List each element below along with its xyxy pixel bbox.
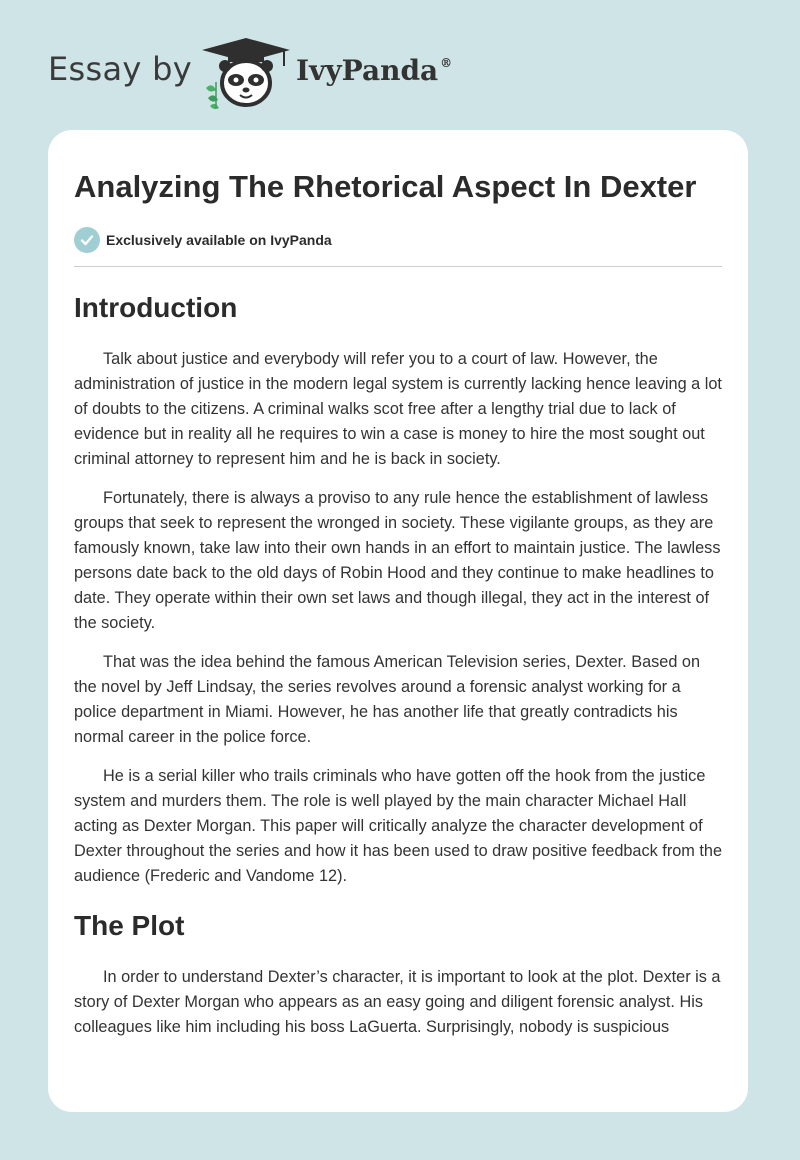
exclusive-label: Exclusively available on IvyPanda: [106, 232, 332, 248]
exclusive-badge: [74, 227, 722, 253]
essay-title: Analyzing The Rhetorical Aspect In Dexter: [74, 169, 697, 204]
section-heading-introduction: Introduction: [74, 292, 238, 323]
essay-by-label: Essay by: [48, 50, 192, 88]
brand-name[interactable]: IvyPanda ®: [296, 54, 453, 87]
registered-mark: ®: [440, 56, 453, 70]
title-divider: [74, 266, 722, 267]
essay-card: [48, 130, 748, 1112]
paragraph: That was the idea behind the famous American Television series, Dexter. Based on the novel by Jeff Lindsay, the series revolves around a forensic analyst working for a police department in Miami. However, he has another life that greatly contradicts his normal career in the police force.: [74, 653, 701, 746]
paragraph: Fortunately, there is always a proviso to any rule hence the establishment of lawless groups that seek to represent the wronged in society. These vigilante groups, as they are famously known, take law into their own hands in an effort to maintain justice. The lawless persons date back to the old days of Robin Hood and they continue to make headlines to date. They operate within their own set laws and though illegal, they act in the interest of the society.: [74, 489, 721, 632]
paragraph: In order to understand Dexter’s character, it is important to look at the plot. Dexter is a story of Dexter Morgan who appears as an easy going and diligent forensic analyst. His colleagues like him including his boss LaGuerta. Surprisingly, nobody is suspicious: [74, 968, 721, 1036]
paragraph: Talk about justice and everybody will refer you to a court of law. However, the administration of justice in the modern legal system is currently lacking hence leaving a lot of doubts to the citizens. A criminal walks scot free after a lengthy trial due to lack of evidence but in reality all he requires to win a case is money to hire the most sought out criminal attorney to represent him and he is back in society.: [74, 350, 722, 468]
site-header: [0, 0, 800, 130]
section-body-plot: [74, 965, 722, 1040]
panda-graduate-logo[interactable]: [198, 36, 294, 110]
section-heading-plot: The Plot: [74, 910, 185, 941]
check-icon: [74, 227, 100, 253]
section-body-introduction: [74, 347, 722, 889]
paragraph: He is a serial killer who trails criminals who have gotten off the hook from the justice system and murders them. The role is well played by the main character Michael Hall acting as Dexter Morgan. This paper will critically analyze the character development of Dexter throughout the series and how it has been used to draw positive feedback from the audience (Frederic and Vandome 12).: [74, 767, 723, 885]
essay-content: [74, 166, 722, 1054]
